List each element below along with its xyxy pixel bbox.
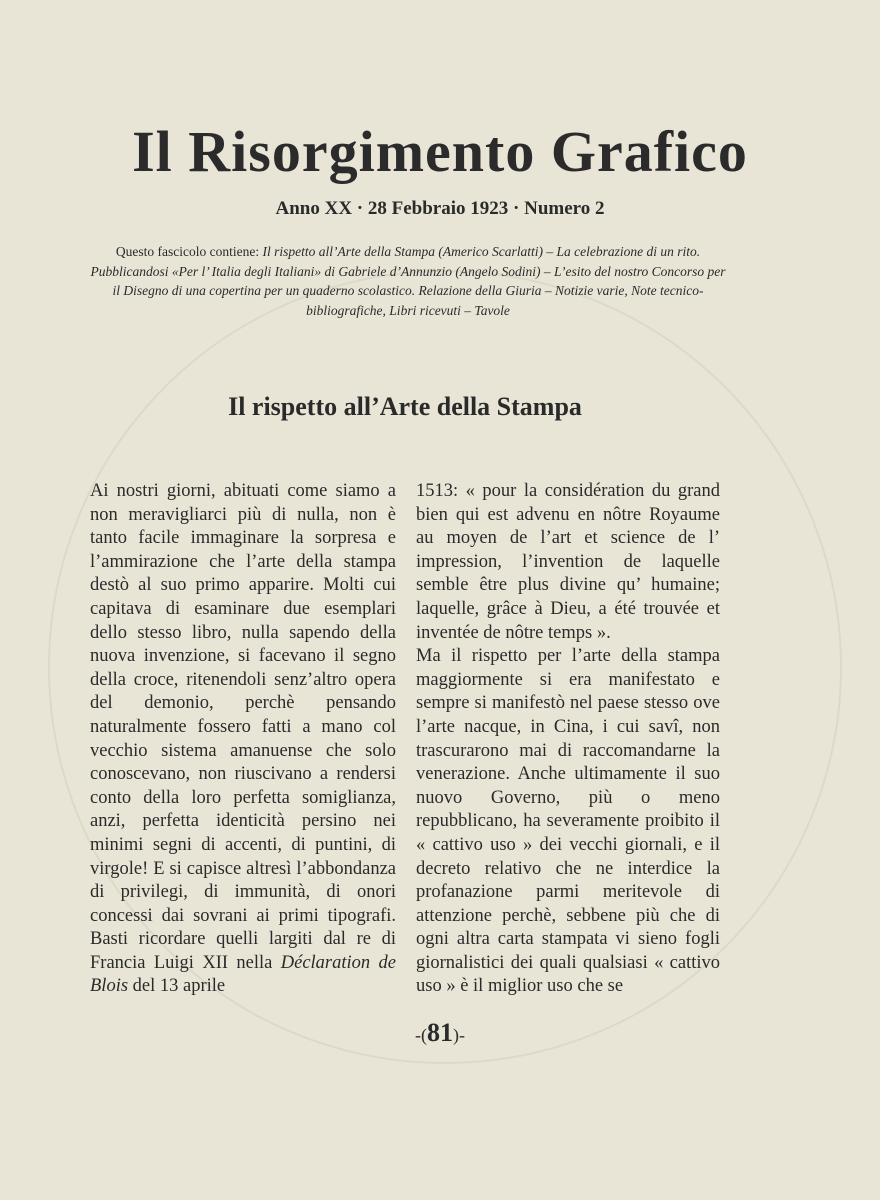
contents-lead: Questo fascicolo contiene: (115, 244, 260, 259)
article-title: Il rispetto all’Arte della Stampa (228, 392, 582, 421)
article-column-right (416, 480, 720, 999)
left-column-text: Ai nostri giorni, abituati come siamo a non meravigliarci più di nulla, non è tanto facile immaginare la sorpresa e l’ammirazione che l’arte della stampa destò al suo primo apparire. Molti cui capitava di esaminare due esemplari dello stesso libro, nulla sapendo della nuova invenzione, si facevano il segno della croce, ritenendoli senz’altro opera del demonio, perchè pensando naturalmente fossero fatti a mano col vecchio sistema amanuense che solo conoscevano, non riuscivano a rendersi conto della loro perfetta somiglianza, anzi, perfetta identicità persino nei minimi segni di accenti, di puntini, di virgole! E si capisce altresì l’abbondanza di privilegi, di immunità, di onori concessi dai sovrani ai primi tipografi. Basti ricordare quelli largiti dal re di Francia Luigi XII nella (90, 481, 396, 973)
issue-line: Anno XX · 28 Febbraio 1923 · Numero 2 (275, 198, 605, 219)
ornament-right: )- (453, 1025, 465, 1045)
article-paragraph: Ma il rispetto per l’arte della stampa maggiormente si era manifestato e sempre si manifestò nel paese stesso ove l’arte nacque, in Cina, i cui savî, non trascurarono mai di raccomandarne la venerazione. Anche ultimamente il suo nuovo Governo, più o meno repubblicano, ha severamente proibito il « cattivo uso » dei vecchi giornali, e il decreto relativo che ne interdice la profanazione parmi meritevole di attenzione perchè, sebbene più che di ogni altra carta stampata vi sieno fogli giornalistici dei quali qualsiasi « cattivo uso » è il miglior uso che se (416, 646, 720, 997)
article-column-left (90, 480, 396, 999)
page-number-value: 81 (427, 1018, 453, 1047)
article-paragraph (90, 480, 396, 999)
contents-list: Il rispetto all’Arte della Stampa (Americo Scarlatti) – La celebrazione di un rito. Pubblicandosi «Per l’ Italia degli Italiani» di Gabriele d’Annunzio (Angelo Sodini) – L’esito del nostro Concorso per il Disegno di una copertina per un quaderno scolastico. Relazione della Giuria – Notizie varie, Note tecnico-bibliografiche, Libri ricevuti – Tavole (90, 244, 726, 318)
journal-title: Il Risorgimento Grafico (132, 119, 748, 184)
ornament-left: -( (415, 1025, 427, 1045)
article-paragraph: 1513: « pour la considération du grand bien qui est advenu en nôtre Royaume au moyen de l’art et science de l’ impression, l’invention de laquelle semble être plus divine qu’ humaine; laquelle, grâce à Dieu, a été trouvée et inventée de nôtre temps ». (416, 481, 720, 643)
contents-summary (88, 242, 728, 320)
page-number (0, 1018, 880, 1048)
left-column-end: del 13 aprile (132, 976, 226, 997)
left-column-italic: Déclaration de Blois (90, 952, 397, 997)
